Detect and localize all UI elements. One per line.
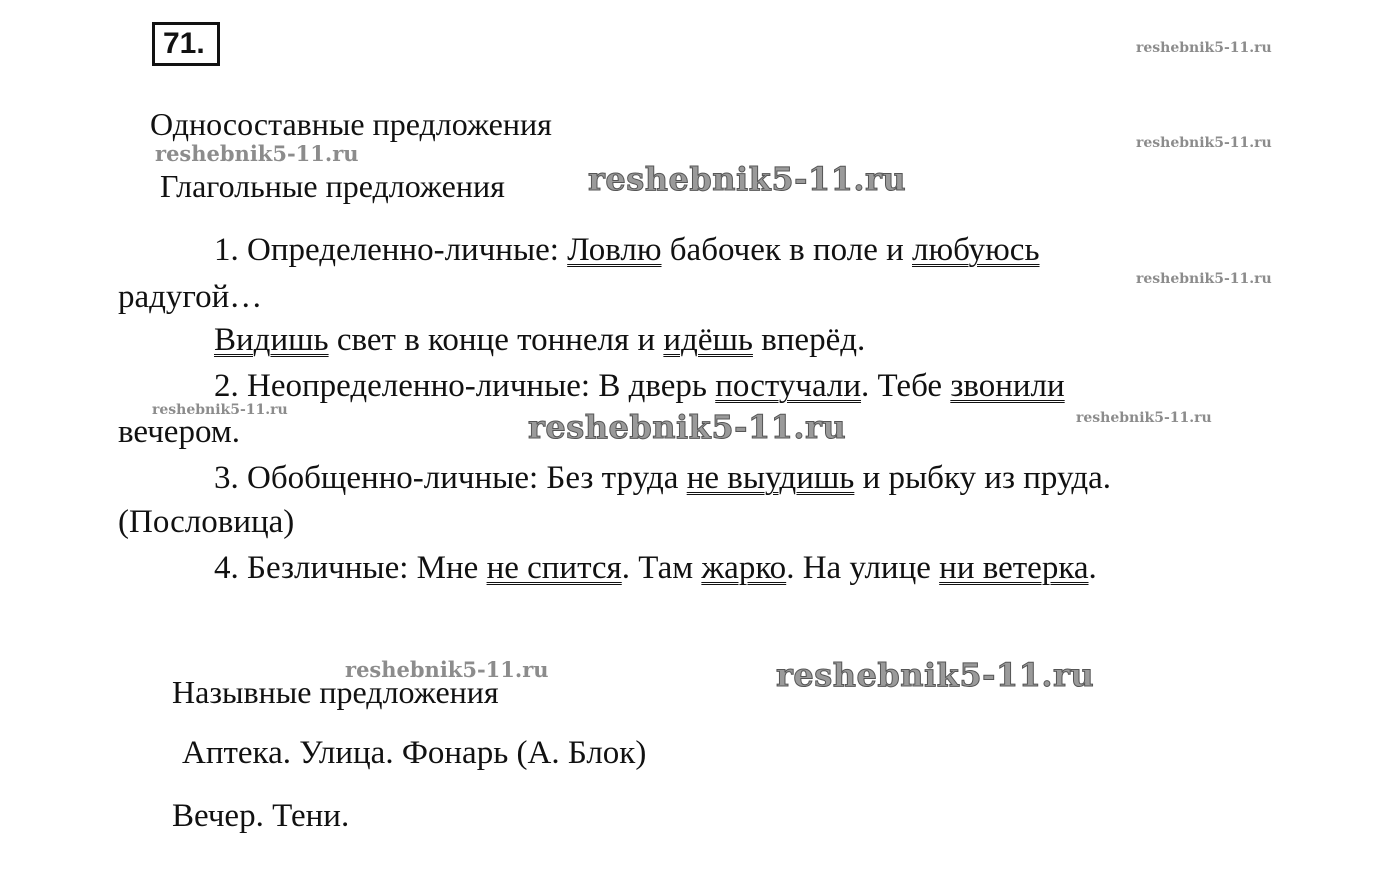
watermark: reshebnik5-11.ru	[1136, 135, 1272, 151]
item-1-continuation: радугой…	[118, 279, 263, 315]
predicate: жарко	[701, 550, 787, 586]
predicate: не выудишь	[686, 460, 855, 496]
watermark: reshebnik5-11.ru	[1136, 271, 1272, 287]
predicate: ни ветерка	[939, 550, 1089, 586]
predicate: постучали	[715, 368, 862, 404]
watermark: reshebnik5-11.ru	[1136, 40, 1272, 56]
item-4-prefix: 4. Безличные: Мне	[214, 550, 487, 586]
item-2-line	[214, 366, 1065, 406]
item-2-continuation: вечером.	[118, 414, 240, 450]
heading-verbal: Глагольные предложения	[160, 168, 505, 204]
watermark: reshebnik5-11.ru	[155, 141, 359, 166]
watermark: reshebnik5-11.ru	[528, 408, 847, 446]
watermark: reshebnik5-11.ru	[152, 402, 288, 418]
text-fragment: вперёд.	[752, 322, 866, 358]
item-3-line	[214, 458, 1111, 498]
nominal-example-1: Аптека. Улица. Фонарь (А. Блок)	[182, 735, 647, 771]
item-1-prefix: 1. Определенно-личные:	[214, 232, 568, 268]
text-fragment: . Там	[621, 550, 702, 586]
item-1-sentence-2	[214, 320, 865, 360]
predicate: не спится	[486, 550, 622, 586]
text-fragment: .	[1088, 550, 1097, 586]
text-fragment: . На улице	[786, 550, 940, 586]
watermark: reshebnik5-11.ru	[588, 160, 907, 198]
predicate: Ловлю	[567, 232, 662, 268]
predicate: идёшь	[663, 322, 753, 358]
task-number: 71.	[152, 22, 220, 66]
text-fragment: бабочек в поле и	[661, 232, 912, 268]
predicate: звонили	[950, 368, 1065, 404]
item-1-line	[214, 230, 1040, 270]
item-3-prefix: 3. Обобщенно-личные: Без труда	[214, 460, 687, 496]
item-3-continuation: (Пословица)	[118, 504, 295, 540]
predicate: любуюсь	[912, 232, 1040, 268]
text-fragment: и рыбку из пруда.	[854, 460, 1112, 496]
watermark: reshebnik5-11.ru	[1076, 410, 1212, 426]
watermark: reshebnik5-11.ru	[345, 657, 549, 682]
nominal-example-2: Вечер. Тени.	[172, 798, 350, 834]
heading-nominal: Назывные предложения	[172, 674, 499, 710]
item-4-line	[214, 548, 1097, 588]
text-fragment: свет в конце тоннеля и	[328, 322, 664, 358]
heading-one-part: Односоставные предложения	[150, 106, 552, 142]
predicate: Видишь	[214, 322, 329, 358]
item-2-prefix: 2. Неопределенно-личные: В дверь	[214, 368, 716, 404]
watermark: reshebnik5-11.ru	[776, 656, 1095, 694]
text-fragment: . Тебе	[861, 368, 951, 404]
